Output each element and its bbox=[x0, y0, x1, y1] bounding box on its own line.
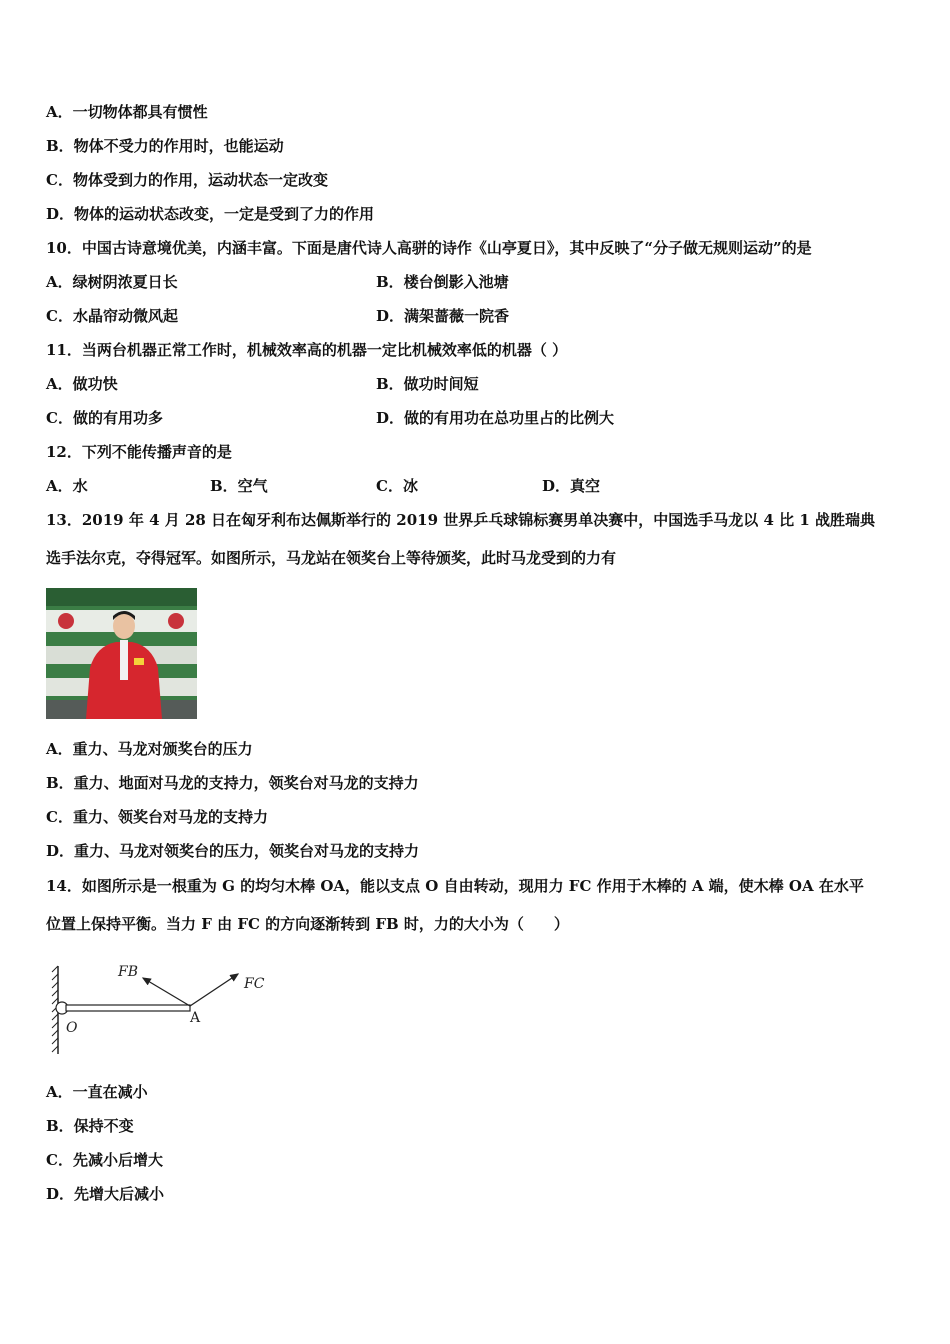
q14-option-d: D．先增大后减小 bbox=[46, 1185, 165, 1203]
q11-option-a: A．做功快 bbox=[46, 375, 118, 393]
q12-option-b: B．空气 bbox=[210, 477, 268, 495]
q11-option-d: D．做的有用功在总功里占的比例大 bbox=[376, 409, 615, 427]
q9-option-a: A．一切物体都具有惯性 bbox=[46, 103, 208, 121]
label-a: A bbox=[190, 1010, 201, 1026]
q13-photo bbox=[46, 588, 197, 719]
q14-stem-line1: 14．如图所示是一根重为 G 的均匀木棒 OA，能以支点 O 自由转动，现用力 FC 作用于木棒的 A 端，使木棒 OA 在水平 bbox=[46, 877, 864, 895]
q10-option-c: C．水晶帘动微风起 bbox=[46, 307, 178, 325]
q9-option-d: D．物体的运动状态改变，一定是受到了力的作用 bbox=[46, 205, 375, 223]
q10-option-a: A．绿树阴浓夏日长 bbox=[46, 273, 178, 291]
q13-option-a: A．重力、马龙对颁奖台的压力 bbox=[46, 740, 253, 758]
q14-stem-line2: 位置上保持平衡。当力 F 由 FC 的方向逐渐转到 FB 时，力的大小为（ ） bbox=[46, 915, 569, 933]
q12-option-d: D．真空 bbox=[542, 477, 601, 495]
rod-oa bbox=[66, 1005, 190, 1011]
label-o: O bbox=[66, 1020, 78, 1036]
q11-stem: 11．当两台机器正常工作时，机械效率高的机器一定比机械效率低的机器（ ） bbox=[46, 341, 568, 359]
label-fc: FC bbox=[244, 976, 265, 992]
q13-stem-line2: 选手法尔克，夺得冠军。如图所示，马龙站在领奖台上等待颁奖，此时马龙受到的力有 bbox=[46, 549, 617, 567]
force-fb-arrow bbox=[143, 978, 190, 1006]
q12-option-c: C．冰 bbox=[376, 477, 418, 495]
q13-option-d: D．重力、马龙对领奖台的压力，领奖台对马龙的支持力 bbox=[46, 842, 420, 860]
q11-option-c: C．做的有用功多 bbox=[46, 409, 163, 427]
q10-option-d: D．满架蔷薇一院香 bbox=[376, 307, 510, 325]
q13-option-c: C．重力、领奖台对马龙的支持力 bbox=[46, 808, 268, 826]
q9-option-b: B．物体不受力的作用时，也能运动 bbox=[46, 137, 284, 155]
q11-option-b: B．做功时间短 bbox=[376, 375, 479, 393]
q12-option-a: A．水 bbox=[46, 477, 88, 495]
q14-option-c: C．先减小后增大 bbox=[46, 1151, 163, 1169]
q10-option-b: B．楼台倒影入池塘 bbox=[376, 273, 509, 291]
lever-figure bbox=[50, 958, 280, 1058]
lever-diagram bbox=[50, 958, 280, 1058]
q13-stem-line1: 13．2019 年 4 月 28 日在匈牙利布达佩斯举行的 2019 世界乒乓球锦标赛男单决赛中，中国选手马龙以 4 比 1 战胜瑞典 bbox=[46, 511, 876, 529]
q9-option-c: C．物体受到力的作用，运动状态一定改变 bbox=[46, 171, 328, 189]
q12-stem: 12．下列不能传播声音的是 bbox=[46, 443, 232, 461]
q10-stem: 10．中国古诗意境优美，内涵丰富。下面是唐代诗人高骈的诗作《山亭夏日》，其中反映了“分子做无规则运动”的是 bbox=[46, 239, 812, 257]
label-fb: FB bbox=[118, 964, 139, 980]
photo-illustration bbox=[46, 588, 197, 719]
force-fc-arrow bbox=[190, 974, 238, 1006]
q14-option-b: B．保持不变 bbox=[46, 1117, 134, 1135]
q13-option-b: B．重力、地面对马龙的支持力，领奖台对马龙的支持力 bbox=[46, 774, 419, 792]
q14-option-a: A．一直在减小 bbox=[46, 1083, 148, 1101]
